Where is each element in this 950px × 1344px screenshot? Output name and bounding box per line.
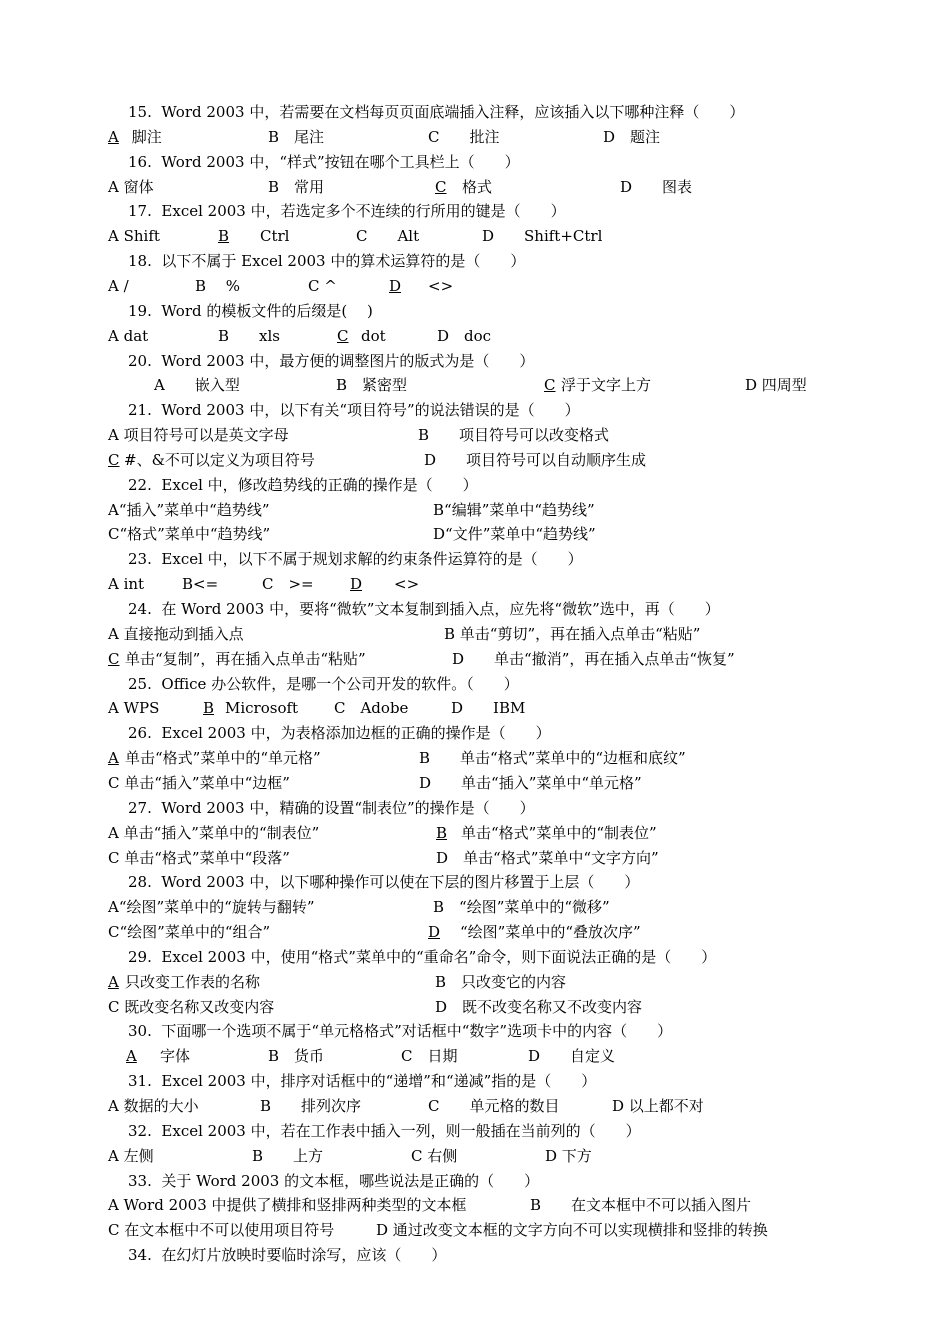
answer-mark: D <box>350 575 363 594</box>
option-text: <> <box>428 276 454 295</box>
options-line <box>0 373 950 397</box>
option-text: 单击“复制”，再在插入点单击“粘贴” <box>125 649 366 668</box>
option-text: D 单击“插入”菜单中“单元格” <box>419 773 642 792</box>
question-number: 27. <box>128 798 152 817</box>
question-line <box>128 473 478 497</box>
options-line <box>0 274 950 298</box>
options-line <box>0 1218 950 1242</box>
options-line <box>0 1193 950 1217</box>
question-text: Word 2003 中，以下哪种操作可以使在下层的图片移置于上层（ ） <box>161 873 640 892</box>
option-text: B“编辑”菜单中“趋势线” <box>433 500 595 519</box>
question-text: Word 2003 中，若需要在文档每页页面底端插入注释，应该插入以下哪种注释（ ） <box>161 103 745 121</box>
question-line <box>128 299 373 323</box>
option-text: B 只改变它的内容 <box>435 972 567 991</box>
option-text: 只改变工作表的名称 <box>125 972 261 991</box>
options-line <box>0 895 950 919</box>
option-text: B % <box>195 276 241 295</box>
options-line <box>0 647 950 671</box>
option-text: 字体 <box>160 1047 191 1066</box>
answer-mark: C <box>337 326 349 345</box>
option-text: D 通过改变文本框的文字方向不可以实现横排和竖排的转换 <box>376 1221 768 1240</box>
option-text: C 单元格的数目 <box>428 1097 560 1115</box>
option-text: A 项目符号可以是英文字母 <box>108 426 289 445</box>
question-number: 20. <box>128 351 152 370</box>
option-text: dot <box>361 326 386 345</box>
option-text: A 嵌入型 <box>154 376 240 395</box>
option-text: C 单击“格式”菜单中“段落” <box>108 848 290 867</box>
answer-mark: A <box>108 749 119 768</box>
answer-mark: A <box>108 127 119 146</box>
question-line <box>128 1069 596 1093</box>
option-text: C 批注 <box>428 127 500 146</box>
answer-mark: D <box>389 276 402 295</box>
option-text: B 单击“格式”菜单中的“边框和底纹” <box>419 749 686 768</box>
option-text: B<= <box>182 575 219 594</box>
question-text: 关于 Word 2003 的文本框，哪些说法是正确的（ ） <box>161 1171 540 1190</box>
options-line <box>0 1144 950 1168</box>
question-text: 在幻灯片放映时要临时涂写，应该（ ） <box>161 1246 447 1265</box>
option-text: B 在文本框中不可以插入图片 <box>530 1196 752 1215</box>
option-text: “绘图”菜单中的“叠放次序” <box>460 923 641 942</box>
question-number: 30. <box>128 1022 152 1041</box>
option-text: B 上方 <box>252 1146 324 1165</box>
question-line <box>128 100 744 124</box>
options-line <box>0 423 950 447</box>
question-number: 25. <box>128 674 152 693</box>
question-line <box>128 1019 672 1043</box>
option-text: D 既不改变名称又不改变内容 <box>435 997 643 1016</box>
option-text: D 自定义 <box>528 1047 616 1066</box>
option-text: A WPS <box>108 699 160 718</box>
question-number: 22. <box>128 475 152 494</box>
option-text: D 题注 <box>603 127 661 146</box>
question-text: 在 Word 2003 中，要将“微软”文本复制到插入点，应先将“微软”选中，再（ ） <box>161 600 720 618</box>
question-line <box>128 398 580 422</box>
options-line <box>0 821 950 845</box>
option-text: C ^ <box>308 276 337 295</box>
question-line <box>128 1243 446 1267</box>
option-text: 单击“格式”菜单中的“制表位” <box>461 823 657 842</box>
option-text: C“绘图”菜单中的“组合” <box>108 923 271 942</box>
question-text: Word 2003 中，“样式”按钮在哪个工具栏上（ ） <box>161 152 520 171</box>
option-text: B “绘图”菜单中的“微移” <box>433 898 610 917</box>
question-text: Word 2003 中，精确的设置“制表位”的操作是（ ） <box>161 798 535 817</box>
answer-mark: A <box>126 1047 137 1066</box>
question-line <box>128 870 639 894</box>
answer-mark: B <box>218 227 230 246</box>
option-text: D 以上都不对 <box>612 1097 704 1115</box>
option-text: D 四周型 <box>745 376 807 395</box>
option-text: 脚注 <box>127 127 162 146</box>
option-text: C >= <box>262 575 314 594</box>
question-line <box>128 1169 539 1193</box>
question-number: 32. <box>128 1121 152 1140</box>
option-text: C 单击“插入”菜单中“边框” <box>108 773 290 792</box>
question-number: 15. <box>128 103 152 121</box>
question-text: Word 2003 中，最方便的调整图片的版式为是（ ） <box>161 351 535 370</box>
option-text: 浮于文字上方 <box>561 376 652 395</box>
option-text: D 单击“格式”菜单中“文字方向” <box>436 848 659 867</box>
option-text: D 下方 <box>545 1146 592 1165</box>
options-line <box>0 1094 950 1118</box>
option-text: A int <box>108 575 145 594</box>
option-text: Microsoft <box>225 699 299 718</box>
options-line <box>0 771 950 795</box>
option-text: 单击“格式”菜单中的“单元格” <box>125 749 321 768</box>
option-text: B 单击“剪切”，再在插入点单击“粘贴” <box>444 624 701 643</box>
question-text: Excel 2003 中，为表格添加边框的正确的操作是（ ） <box>161 724 551 743</box>
option-text: C“格式”菜单中“趋势线” <box>108 525 271 544</box>
option-text: B 尾注 <box>268 127 325 146</box>
options-line <box>0 995 950 1019</box>
option-text: A 直接拖动到插入点 <box>108 624 244 643</box>
question-text: Excel 2003 中，排序对话框中的“递增”和“递减”指的是（ ） <box>161 1072 597 1091</box>
question-text: Excel 中，修改趋势线的正确的操作是（ ） <box>161 475 478 494</box>
question-line <box>128 721 551 745</box>
option-text: D 单击“撤消”，再在插入点单击“恢复” <box>452 649 735 668</box>
option-text: B 排列次序 <box>260 1097 362 1115</box>
question-text: Excel 2003 中，若选定多个不连续的行所用的键是（ ） <box>161 202 566 221</box>
question-line <box>128 597 720 621</box>
options-line <box>0 746 950 770</box>
question-number: 23. <box>128 550 152 569</box>
option-text: D Shift+Ctrl <box>482 227 603 246</box>
options-line <box>0 324 950 348</box>
question-line <box>128 1119 641 1143</box>
options-line <box>0 175 950 199</box>
option-text: D 图表 <box>620 177 693 196</box>
option-text: C 既改变名称又改变内容 <box>108 997 275 1016</box>
option-text: A Word 2003 中提供了横排和竖排两种类型的文本框 <box>108 1196 467 1215</box>
question-line <box>128 945 716 969</box>
options-line <box>0 498 950 522</box>
question-line <box>128 349 534 373</box>
option-text: A Shift <box>108 227 160 246</box>
option-text: B xls <box>218 326 280 345</box>
option-text: #、&不可以定义为项目符号 <box>124 450 315 469</box>
question-line <box>128 150 520 174</box>
question-number: 26. <box>128 724 152 743</box>
option-text: C 日期 <box>401 1047 458 1066</box>
option-text: D 项目符号可以自动顺序生成 <box>424 450 647 469</box>
question-text: 下面哪一个选项不属于“单元格格式”对话框中“数字”选项卡中的内容（ ） <box>161 1022 673 1041</box>
answer-mark: A <box>108 972 119 991</box>
question-number: 24. <box>128 600 152 618</box>
answer-mark: B <box>436 823 448 842</box>
answer-mark: C <box>108 649 120 668</box>
options-line <box>0 224 950 248</box>
question-number: 16. <box>128 152 152 171</box>
option-text: B 货币 <box>268 1047 325 1066</box>
question-number: 31. <box>128 1072 152 1091</box>
options-line <box>0 448 950 472</box>
option-text: C 在文本框中不可以使用项目符号 <box>108 1221 335 1240</box>
question-number: 29. <box>128 947 152 966</box>
question-number: 28. <box>128 873 152 892</box>
question-number: 34. <box>128 1246 152 1265</box>
option-text: A 数据的大小 <box>108 1097 199 1115</box>
question-text: Word 2003 中，以下有关“项目符号”的说法错误的是（ ） <box>161 401 580 420</box>
question-number: 19. <box>128 301 152 320</box>
options-line <box>0 920 950 944</box>
question-line <box>128 672 519 696</box>
question-text: Word 的模板文件的后缀是( ) <box>161 301 373 320</box>
question-text: Excel 中，以下不属于规划求解的约束条件运算符的是（ ） <box>161 550 583 569</box>
option-text: B 紧密型 <box>336 376 408 395</box>
question-text: Office 办公软件，是哪一个公司开发的软件。（ ） <box>161 674 519 693</box>
question-number: 21. <box>128 401 152 420</box>
answer-mark: C <box>544 376 556 395</box>
options-line <box>0 622 950 646</box>
question-number: 33. <box>128 1171 152 1190</box>
options-line <box>0 970 950 994</box>
options-line <box>0 1044 950 1068</box>
question-line <box>128 249 525 273</box>
option-text: A 左侧 <box>108 1146 154 1165</box>
answer-mark: C <box>108 450 120 469</box>
option-text: D“文件”菜单中“趋势线” <box>433 525 596 544</box>
option-text: D doc <box>437 326 492 345</box>
options-line <box>0 846 950 870</box>
answer-mark: D <box>428 923 441 942</box>
option-text: 格式 <box>462 177 493 196</box>
question-text: 以下不属于 Excel 2003 中的算术运算符的是（ ） <box>161 252 526 271</box>
option-text: Ctrl <box>260 227 290 246</box>
option-text: B 常用 <box>268 177 325 196</box>
options-line <box>0 572 950 596</box>
option-text: <> <box>394 575 420 594</box>
question-line <box>128 199 566 223</box>
option-text: C Alt <box>356 227 420 246</box>
option-text: A 单击“插入”菜单中的“制表位” <box>108 823 320 842</box>
option-text: A / <box>108 276 129 295</box>
options-line <box>0 696 950 720</box>
options-line <box>0 125 950 149</box>
option-text: C Adobe <box>334 699 409 718</box>
answer-mark: C <box>435 177 447 196</box>
question-text: Excel 2003 中，若在工作表中插入一列，则一般插在当前列的（ ） <box>161 1121 641 1140</box>
question-number: 18. <box>128 252 152 271</box>
option-text: A 窗体 <box>108 177 154 196</box>
option-text: A“插入”菜单中“趋势线” <box>108 500 270 519</box>
question-text: Excel 2003 中，使用“格式”菜单中的“重命名”命令，则下面说法正确的是（ ） <box>161 947 717 966</box>
option-text: A“绘图”菜单中的“旋转与翻转” <box>108 898 315 917</box>
answer-mark: B <box>203 699 215 718</box>
question-line <box>128 547 583 571</box>
question-number: 17. <box>128 202 152 221</box>
option-text: C 右侧 <box>411 1146 458 1165</box>
option-text: D IBM <box>451 699 526 718</box>
option-text: B 项目符号可以改变格式 <box>418 426 610 445</box>
options-line <box>0 522 950 546</box>
question-line <box>128 796 535 820</box>
option-text: A dat <box>108 326 149 345</box>
